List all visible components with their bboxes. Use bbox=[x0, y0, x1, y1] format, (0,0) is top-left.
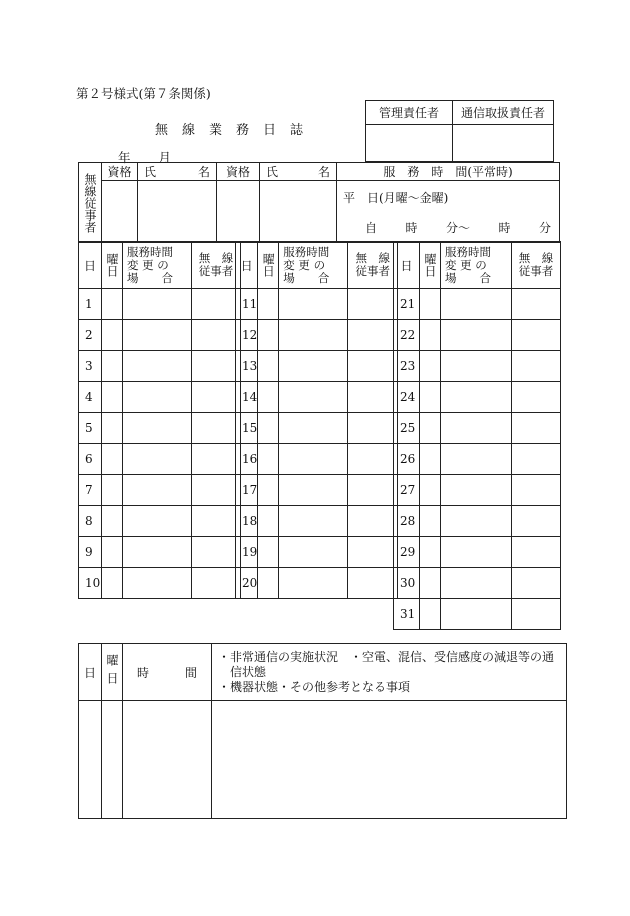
day-row bbox=[394, 444, 561, 475]
day-row bbox=[79, 568, 241, 599]
change-input[interactable] bbox=[441, 568, 512, 599]
day-number: 14 bbox=[236, 382, 258, 413]
day-number: 12 bbox=[236, 320, 258, 351]
day-number: 3 bbox=[79, 351, 102, 382]
day-number: 8 bbox=[79, 506, 102, 537]
day-number: 7 bbox=[79, 475, 102, 506]
operator-input[interactable] bbox=[512, 382, 561, 413]
change-input[interactable] bbox=[441, 413, 512, 444]
name-header-1: 氏 名 bbox=[138, 163, 217, 181]
weekday-input[interactable] bbox=[258, 320, 279, 351]
change-input[interactable] bbox=[441, 320, 512, 351]
operator-input[interactable] bbox=[192, 568, 241, 599]
change-input[interactable] bbox=[279, 320, 348, 351]
operator-input[interactable] bbox=[348, 351, 398, 382]
name-input-1[interactable] bbox=[138, 181, 217, 243]
weekday-input[interactable] bbox=[258, 351, 279, 382]
change-input[interactable] bbox=[123, 351, 192, 382]
operator-input[interactable] bbox=[512, 506, 561, 537]
qualification-header-2: 資格 bbox=[217, 163, 260, 181]
operator-input[interactable] bbox=[192, 537, 241, 568]
remarks-weekday-input[interactable] bbox=[102, 701, 123, 819]
operator-input[interactable] bbox=[192, 351, 241, 382]
change-input[interactable] bbox=[123, 475, 192, 506]
change-input[interactable] bbox=[441, 289, 512, 320]
operator-input[interactable] bbox=[512, 475, 561, 506]
operator-input[interactable] bbox=[512, 413, 561, 444]
weekday-header: 曜日 bbox=[258, 242, 279, 289]
day-row bbox=[394, 506, 561, 537]
operator-input[interactable] bbox=[512, 537, 561, 568]
form-number: 第２号様式(第７条関係) bbox=[76, 86, 211, 101]
approval-box bbox=[365, 100, 554, 162]
year-label: 年 bbox=[118, 150, 131, 165]
day-row bbox=[394, 537, 561, 568]
operator-header-table bbox=[78, 162, 560, 243]
operator-input[interactable] bbox=[348, 444, 398, 475]
day-row bbox=[236, 351, 398, 382]
operator-vertical-label: 無線従事者 bbox=[79, 163, 102, 243]
change-input[interactable] bbox=[123, 537, 192, 568]
operator-input[interactable] bbox=[348, 568, 398, 599]
weekday-header: 曜日 bbox=[420, 242, 441, 289]
operator-input[interactable] bbox=[512, 289, 561, 320]
weekday-input[interactable] bbox=[102, 475, 123, 506]
weekday-input[interactable] bbox=[258, 506, 279, 537]
day-row bbox=[236, 444, 398, 475]
day-row bbox=[79, 506, 241, 537]
day-header: 日 bbox=[79, 242, 102, 289]
day-row bbox=[394, 289, 561, 320]
day-number: 15 bbox=[236, 413, 258, 444]
day-number: 28 bbox=[394, 506, 420, 537]
weekday-input[interactable] bbox=[420, 351, 441, 382]
day-row bbox=[236, 506, 398, 537]
remarks-time-header: 時 間 bbox=[123, 644, 212, 701]
change-input[interactable] bbox=[441, 599, 512, 630]
day-row bbox=[236, 537, 398, 568]
weekday-input[interactable] bbox=[102, 289, 123, 320]
operator-input[interactable] bbox=[192, 506, 241, 537]
day-number: 23 bbox=[394, 351, 420, 382]
day-number: 6 bbox=[79, 444, 102, 475]
operator-header: 無 線 従事者 bbox=[348, 242, 398, 289]
day-row bbox=[79, 382, 241, 413]
operator-header: 無 線 従事者 bbox=[192, 242, 241, 289]
change-input[interactable] bbox=[279, 568, 348, 599]
operator-input[interactable] bbox=[348, 537, 398, 568]
day-row bbox=[79, 413, 241, 444]
operator-input[interactable] bbox=[192, 289, 241, 320]
weekday-input[interactable] bbox=[102, 320, 123, 351]
day-number: 29 bbox=[394, 537, 420, 568]
daily-grid-3 bbox=[393, 241, 561, 630]
weekday-input[interactable] bbox=[102, 351, 123, 382]
day-number: 25 bbox=[394, 413, 420, 444]
weekday-input[interactable] bbox=[102, 413, 123, 444]
operator-input[interactable] bbox=[348, 506, 398, 537]
weekday-input[interactable] bbox=[102, 382, 123, 413]
change-header: 服務時間 変 更 の 場 合 bbox=[441, 242, 512, 289]
change-input[interactable] bbox=[123, 382, 192, 413]
remarks-day-input[interactable] bbox=[79, 701, 102, 819]
change-input[interactable] bbox=[441, 382, 512, 413]
change-input[interactable] bbox=[123, 289, 192, 320]
day-row bbox=[236, 475, 398, 506]
day-number: 21 bbox=[394, 289, 420, 320]
change-input[interactable] bbox=[441, 506, 512, 537]
day-row bbox=[236, 382, 398, 413]
change-input[interactable] bbox=[279, 444, 348, 475]
operator-input[interactable] bbox=[192, 382, 241, 413]
remarks-table bbox=[78, 643, 567, 819]
day-number: 19 bbox=[236, 537, 258, 568]
weekday-input[interactable] bbox=[420, 289, 441, 320]
weekday-input[interactable] bbox=[420, 444, 441, 475]
weekday-input[interactable] bbox=[102, 506, 123, 537]
daily-grid-1 bbox=[78, 241, 241, 599]
day-number: 18 bbox=[236, 506, 258, 537]
weekday-range: 平 日(月曜～金曜) bbox=[343, 191, 449, 205]
weekday-input[interactable] bbox=[420, 537, 441, 568]
day-row bbox=[394, 413, 561, 444]
weekday-input[interactable] bbox=[420, 599, 441, 630]
change-input[interactable] bbox=[279, 475, 348, 506]
day-number: 9 bbox=[79, 537, 102, 568]
change-input[interactable] bbox=[441, 537, 512, 568]
day-row bbox=[394, 599, 561, 630]
change-header: 服務時間 変 更 の 場 合 bbox=[123, 242, 192, 289]
day-number: 17 bbox=[236, 475, 258, 506]
day-row bbox=[79, 444, 241, 475]
weekday-input[interactable] bbox=[258, 289, 279, 320]
remarks-time-input[interactable] bbox=[123, 701, 212, 819]
day-number: 10 bbox=[79, 568, 102, 599]
day-row bbox=[79, 289, 241, 320]
change-input[interactable] bbox=[441, 351, 512, 382]
weekday-input[interactable] bbox=[258, 413, 279, 444]
day-number: 16 bbox=[236, 444, 258, 475]
day-row bbox=[394, 320, 561, 351]
qualification-input-1[interactable] bbox=[102, 181, 138, 243]
day-row bbox=[394, 475, 561, 506]
qualification-input-2[interactable] bbox=[217, 181, 260, 243]
day-number: 31 bbox=[394, 599, 420, 630]
operator-input[interactable] bbox=[348, 289, 398, 320]
day-number: 13 bbox=[236, 351, 258, 382]
day-row bbox=[236, 568, 398, 599]
change-input[interactable] bbox=[279, 351, 348, 382]
day-number: 27 bbox=[394, 475, 420, 506]
day-number: 22 bbox=[394, 320, 420, 351]
weekday-input[interactable] bbox=[420, 320, 441, 351]
operator-input[interactable] bbox=[512, 320, 561, 351]
operator-input[interactable] bbox=[348, 320, 398, 351]
day-row bbox=[79, 351, 241, 382]
manager-stamp-cell[interactable] bbox=[366, 125, 453, 162]
day-row bbox=[79, 475, 241, 506]
day-number: 4 bbox=[79, 382, 102, 413]
weekday-input[interactable] bbox=[420, 413, 441, 444]
day-row bbox=[236, 320, 398, 351]
weekday-input[interactable] bbox=[102, 444, 123, 475]
comm-manager-stamp-cell[interactable] bbox=[453, 125, 554, 162]
operator-input[interactable] bbox=[512, 351, 561, 382]
weekday-input[interactable] bbox=[102, 537, 123, 568]
change-input[interactable] bbox=[279, 382, 348, 413]
manager-header: 管理責任者 bbox=[366, 101, 453, 125]
weekday-input[interactable] bbox=[258, 444, 279, 475]
weekday-input[interactable] bbox=[420, 475, 441, 506]
day-number: 30 bbox=[394, 568, 420, 599]
weekday-input[interactable] bbox=[102, 568, 123, 599]
change-input[interactable] bbox=[123, 444, 192, 475]
name-header-2: 氏 名 bbox=[260, 163, 337, 181]
weekday-input[interactable] bbox=[258, 568, 279, 599]
day-row bbox=[79, 537, 241, 568]
day-row bbox=[236, 413, 398, 444]
day-row bbox=[394, 568, 561, 599]
weekday-input[interactable] bbox=[420, 506, 441, 537]
page-title: 無線業務日誌 bbox=[155, 123, 318, 138]
day-row bbox=[79, 320, 241, 351]
weekday-input[interactable] bbox=[420, 382, 441, 413]
day-number: 2 bbox=[79, 320, 102, 351]
operator-input[interactable] bbox=[512, 599, 561, 630]
day-row bbox=[236, 289, 398, 320]
day-row bbox=[394, 351, 561, 382]
operator-input[interactable] bbox=[348, 382, 398, 413]
change-input[interactable] bbox=[279, 506, 348, 537]
operator-header: 無 線 従事者 bbox=[512, 242, 561, 289]
day-number: 11 bbox=[236, 289, 258, 320]
weekday-input[interactable] bbox=[258, 475, 279, 506]
service-time-line: 自 時 分～ 時 分 bbox=[365, 221, 551, 235]
day-number: 20 bbox=[236, 568, 258, 599]
weekday-input[interactable] bbox=[420, 568, 441, 599]
change-input[interactable] bbox=[279, 537, 348, 568]
comm-manager-header: 通信取扱責任者 bbox=[453, 101, 554, 125]
weekday-input[interactable] bbox=[258, 382, 279, 413]
operator-input[interactable] bbox=[512, 568, 561, 599]
change-input[interactable] bbox=[123, 506, 192, 537]
day-number: 24 bbox=[394, 382, 420, 413]
day-number: 5 bbox=[79, 413, 102, 444]
month-label: 月 bbox=[158, 150, 172, 165]
operator-input[interactable] bbox=[192, 475, 241, 506]
change-input[interactable] bbox=[123, 320, 192, 351]
change-input[interactable] bbox=[441, 444, 512, 475]
change-input[interactable] bbox=[279, 413, 348, 444]
day-number: 1 bbox=[79, 289, 102, 320]
weekday-header: 曜日 bbox=[102, 242, 123, 289]
operator-input[interactable] bbox=[348, 413, 398, 444]
service-hours-cell[interactable] bbox=[337, 181, 560, 243]
change-header: 服務時間 変 更 の 場 合 bbox=[279, 242, 348, 289]
operator-input[interactable] bbox=[348, 475, 398, 506]
service-hours-header: 服 務 時 間(平常時) bbox=[337, 163, 560, 181]
operator-input[interactable] bbox=[192, 413, 241, 444]
change-input[interactable] bbox=[279, 289, 348, 320]
weekday-input[interactable] bbox=[258, 537, 279, 568]
remarks-note-header: ・非常通信の実施状況 ・空電、混信、受信感度の減退等の通 信状態 ・機器状態・その他参考となる事項 bbox=[212, 644, 567, 701]
name-input-2[interactable] bbox=[260, 181, 337, 243]
change-input[interactable] bbox=[441, 475, 512, 506]
day-number: 26 bbox=[394, 444, 420, 475]
operator-input[interactable] bbox=[512, 444, 561, 475]
remarks-day-header: 日 bbox=[79, 644, 102, 701]
day-header: 日 bbox=[394, 242, 420, 289]
qualification-header-1: 資格 bbox=[102, 163, 138, 181]
operator-input[interactable] bbox=[192, 320, 241, 351]
day-header: 日 bbox=[236, 242, 258, 289]
change-input[interactable] bbox=[123, 568, 192, 599]
change-input[interactable] bbox=[123, 413, 192, 444]
day-row bbox=[394, 382, 561, 413]
operator-input[interactable] bbox=[192, 444, 241, 475]
remarks-weekday-header: 曜日 bbox=[102, 644, 123, 701]
daily-grid-2 bbox=[235, 241, 398, 599]
remarks-note-input[interactable] bbox=[212, 701, 567, 819]
